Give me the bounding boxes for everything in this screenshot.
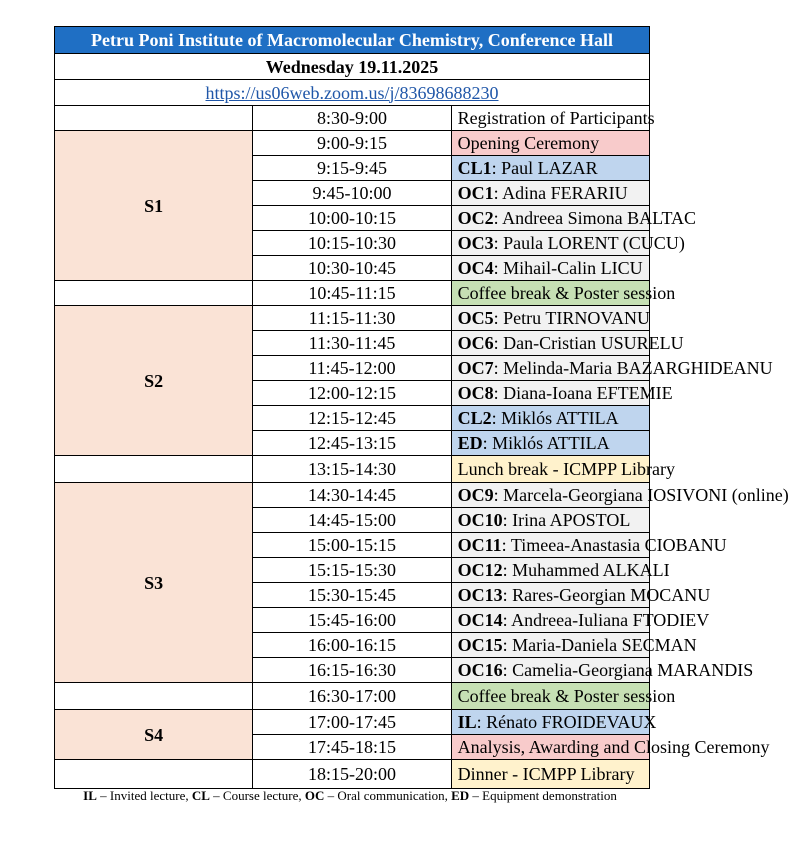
session-label-s1: S1 — [55, 131, 253, 281]
legend-il: IL — [83, 788, 97, 803]
activity-cell — [451, 331, 684, 356]
activity-text: : Irina APOSTOL — [502, 510, 631, 530]
legend-ed-text: – Equipment demonstration — [469, 788, 617, 803]
time-cell: 15:45-16:00 — [253, 608, 451, 633]
session-blank-cell — [55, 760, 253, 789]
activity-cell — [451, 206, 697, 231]
activity-text: : Andreea-Iuliana FTODIEV — [502, 610, 710, 630]
activity-text: : Melinda-Maria BAZARGHIDEANU — [493, 358, 773, 378]
time-cell: 10:15-10:30 — [253, 231, 451, 256]
time-cell: 8:30-9:00 — [253, 106, 451, 131]
activity-text: : Muhammed ALKALI — [502, 560, 670, 580]
activity-cell — [451, 231, 685, 256]
legend-oc-text: – Oral communication, — [324, 788, 452, 803]
time-cell: 9:45-10:00 — [253, 181, 451, 206]
activity-text: : Adina FERARIU — [493, 183, 628, 203]
activity-cell — [451, 256, 649, 281]
time-cell: 10:00-10:15 — [253, 206, 451, 231]
session-blank-cell — [55, 106, 253, 131]
zoom-link[interactable]: https://us06web.zoom.us/j/83698688230 — [205, 82, 499, 103]
legend-ed: ED — [451, 788, 470, 803]
activity-code: OC12 — [457, 560, 503, 580]
activity-text: : Miklós ATTILA — [491, 408, 619, 428]
schedule-row — [55, 131, 650, 156]
activity-code: OC9 — [457, 485, 494, 505]
time-cell: 10:30-10:45 — [253, 256, 451, 281]
activity-text: Opening Ceremony — [457, 133, 600, 153]
schedule-row — [55, 281, 650, 306]
activity-cell — [451, 483, 789, 508]
activity-text: : Rares-Georgian MOCANU — [502, 585, 711, 605]
session-label-s2: S2 — [55, 306, 253, 456]
time-cell: 15:30-15:45 — [253, 583, 451, 608]
activity-text: Coffee break & Poster session — [457, 686, 676, 706]
activity-cell — [451, 683, 676, 710]
activity-cell — [451, 735, 770, 760]
activity-code: OC5 — [457, 308, 494, 328]
time-cell: 10:45-11:15 — [253, 281, 451, 306]
activity-text: Registration of Participants — [457, 108, 655, 128]
schedule-row — [55, 760, 650, 789]
activity-code: OC15 — [457, 635, 503, 655]
zoom-link-cell — [55, 80, 650, 106]
activity-text: : Rénato FROIDEVAUX — [476, 712, 657, 732]
activity-code: OC11 — [457, 535, 502, 555]
activity-text: : Mihail-Calin LICU — [493, 258, 643, 278]
time-cell: 15:00-15:15 — [253, 533, 451, 558]
time-cell: 16:00-16:15 — [253, 633, 451, 658]
activity-code: OC6 — [457, 333, 494, 353]
activity-cell — [451, 658, 754, 683]
activity-cell — [451, 381, 673, 406]
time-cell: 14:30-14:45 — [253, 483, 451, 508]
activity-text: : Camelia-Georgiana MARANDIS — [502, 660, 754, 680]
activity-cell — [451, 156, 649, 181]
activity-code: CL2 — [457, 408, 492, 428]
activity-text: Analysis, Awarding and Closing Ceremony — [457, 737, 770, 757]
venue-title: Petru Poni Institute of Macromolecular Chemistry, Conference Hall — [55, 27, 650, 54]
time-cell: 12:15-12:45 — [253, 406, 451, 431]
time-cell: 17:00-17:45 — [253, 710, 451, 735]
activity-cell — [451, 533, 727, 558]
activity-cell — [451, 106, 655, 131]
session-label-s3: S3 — [55, 483, 253, 683]
activity-code: OC4 — [457, 258, 494, 278]
schedule-row — [55, 106, 650, 131]
schedule-row — [55, 483, 650, 508]
activity-code: OC3 — [457, 233, 494, 253]
schedule-row — [55, 683, 650, 710]
legend-cl: CL — [191, 788, 210, 803]
time-cell: 9:00-9:15 — [253, 131, 451, 156]
event-date: Wednesday 19.11.2025 — [55, 54, 650, 80]
activity-cell — [451, 710, 657, 735]
legend-oc: OC — [304, 788, 325, 803]
schedule-table — [54, 26, 789, 789]
time-cell: 12:45-13:15 — [253, 431, 451, 456]
schedule-row — [55, 456, 650, 483]
activity-cell — [451, 508, 649, 533]
legend — [0, 788, 700, 804]
activity-text: : Petru TIRNOVANU — [493, 308, 650, 328]
time-cell: 9:15-9:45 — [253, 156, 451, 181]
activity-cell — [451, 356, 773, 381]
activity-text: : Dan-Cristian USURELU — [493, 333, 684, 353]
activity-code: OC14 — [457, 610, 503, 630]
activity-cell — [451, 181, 649, 206]
activity-cell — [451, 608, 710, 633]
time-cell: 14:45-15:00 — [253, 508, 451, 533]
activity-cell — [451, 456, 675, 483]
time-cell: 11:15-11:30 — [253, 306, 451, 331]
activity-code: ED — [457, 433, 483, 453]
activity-code: IL — [457, 712, 477, 732]
activity-code: OC1 — [457, 183, 494, 203]
activity-code: OC8 — [457, 383, 494, 403]
activity-cell — [451, 131, 649, 156]
session-blank-cell — [55, 683, 253, 710]
activity-text: : Maria-Daniela SECMAN — [502, 635, 697, 655]
session-blank-cell — [55, 456, 253, 483]
activity-text: : Paula LORENT (CUCU) — [493, 233, 685, 253]
activity-cell — [451, 406, 649, 431]
time-cell: 13:15-14:30 — [253, 456, 451, 483]
time-cell: 11:45-12:00 — [253, 356, 451, 381]
activity-cell — [451, 633, 697, 658]
activity-cell — [451, 281, 676, 306]
activity-text: Dinner - ICMPP Library — [457, 764, 635, 784]
activity-text: : Miklós ATTILA — [482, 433, 610, 453]
time-cell: 16:15-16:30 — [253, 658, 451, 683]
activity-cell — [451, 583, 711, 608]
activity-cell — [451, 306, 649, 331]
legend-cl-text: – Course lecture, — [209, 788, 305, 803]
activity-text: Lunch break - ICMPP Library — [457, 459, 675, 479]
time-cell: 17:45-18:15 — [253, 735, 451, 760]
activity-text: : Timeea-Anastasia CIOBANU — [501, 535, 727, 555]
activity-text: : Marcela-Georgiana IOSIVONI (online) — [493, 485, 789, 505]
time-cell: 12:00-12:15 — [253, 381, 451, 406]
link-row — [55, 80, 650, 106]
title-row — [55, 27, 650, 54]
time-cell: 16:30-17:00 — [253, 683, 451, 710]
legend-il-text: – Invited lecture, — [96, 788, 192, 803]
session-label-s4: S4 — [55, 710, 253, 760]
activity-cell — [451, 760, 649, 789]
activity-code: CL1 — [457, 158, 492, 178]
activity-code: OC13 — [457, 585, 503, 605]
session-blank-cell — [55, 281, 253, 306]
activity-cell — [451, 558, 670, 583]
date-row — [55, 54, 650, 80]
activity-text: : Andreea Simona BALTAC — [493, 208, 697, 228]
activity-code: OC7 — [457, 358, 494, 378]
activity-code: OC2 — [457, 208, 494, 228]
time-cell: 18:15-20:00 — [253, 760, 451, 789]
time-cell: 15:15-15:30 — [253, 558, 451, 583]
activity-text: : Paul LAZAR — [491, 158, 598, 178]
time-cell: 11:30-11:45 — [253, 331, 451, 356]
schedule-row — [55, 710, 650, 735]
activity-code: OC16 — [457, 660, 503, 680]
schedule-row — [55, 306, 650, 331]
activity-cell — [451, 431, 649, 456]
activity-code: OC10 — [457, 510, 503, 530]
activity-text: : Diana-Ioana EFTEMIE — [493, 383, 673, 403]
activity-text: Coffee break & Poster session — [457, 283, 676, 303]
